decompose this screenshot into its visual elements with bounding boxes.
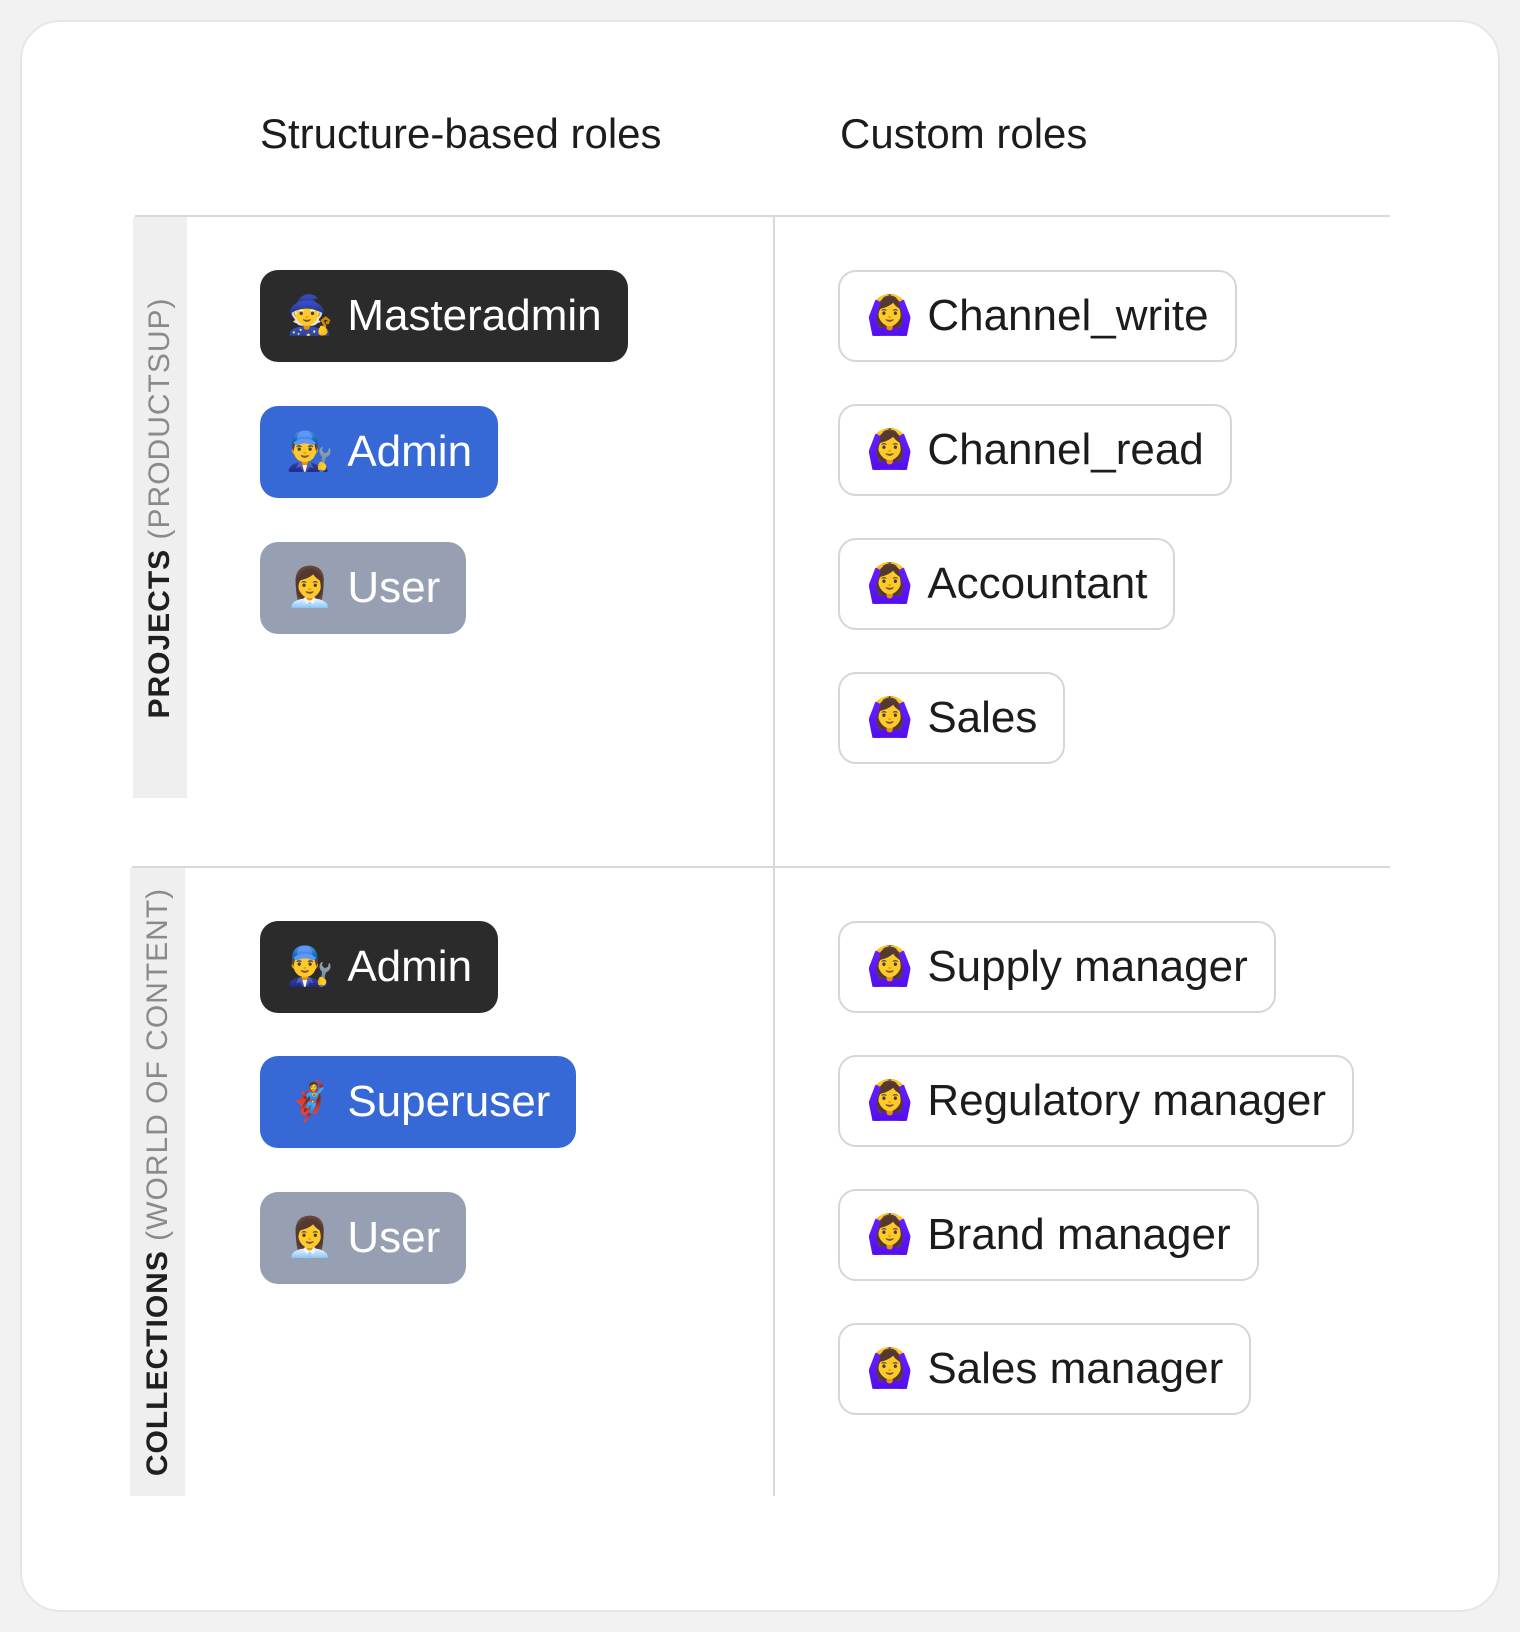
person-gesturing-ok-emoji-icon: 🙆‍♀️ xyxy=(866,946,914,988)
wizard-emoji-icon: 🧙 xyxy=(286,295,334,337)
custom-role-chip-sales[interactable] xyxy=(838,672,1065,764)
projects-label-muted: (PRODUCTSUP) xyxy=(143,296,176,539)
roles-card xyxy=(20,20,1500,1612)
projects-label-strong: PROJECTS xyxy=(143,548,176,719)
role-label: Sales manager xyxy=(927,1344,1224,1393)
office-worker-emoji-icon: 👩‍💼 xyxy=(286,1217,334,1259)
collections-section-label xyxy=(141,888,175,1476)
person-gesturing-ok-emoji-icon: 🙆‍♀️ xyxy=(866,563,914,605)
structure-roles-header: Structure-based roles xyxy=(260,110,662,157)
role-chip-user[interactable] xyxy=(260,1192,466,1284)
projects-section-label-bar xyxy=(133,217,187,798)
role-label: User xyxy=(347,1213,441,1262)
role-label: Sales xyxy=(927,693,1038,742)
superhero-emoji-icon: 🦸 xyxy=(286,1081,334,1123)
collections-section-label-bar xyxy=(130,868,185,1496)
column-divider xyxy=(773,216,775,1496)
role-chip-superuser[interactable] xyxy=(260,1056,576,1148)
custom-role-chip-sales-manager[interactable] xyxy=(838,1323,1251,1415)
custom-role-chip-brand-manager[interactable] xyxy=(838,1189,1259,1281)
role-chip-masteradmin[interactable] xyxy=(260,270,628,362)
role-chip-admin[interactable] xyxy=(260,406,498,498)
person-gesturing-ok-emoji-icon: 🙆‍♀️ xyxy=(866,697,914,739)
custom-roles-header: Custom roles xyxy=(840,110,1088,157)
role-label: Admin xyxy=(347,427,473,476)
mechanic-emoji-icon: 👨‍🔧 xyxy=(286,946,334,988)
collections-label-muted: (WORLD OF CONTENT) xyxy=(140,887,174,1241)
mechanic-emoji-icon: 👨‍🔧 xyxy=(286,431,334,473)
role-chip-admin[interactable] xyxy=(260,921,498,1013)
role-label: Channel_read xyxy=(927,425,1204,474)
custom-role-chip-channel-write[interactable] xyxy=(838,270,1237,362)
person-gesturing-ok-emoji-icon: 🙆‍♀️ xyxy=(866,1080,914,1122)
custom-role-chip-regulatory-manager[interactable] xyxy=(838,1055,1354,1147)
role-label: Regulatory manager xyxy=(927,1076,1326,1125)
role-label: Channel_write xyxy=(927,291,1209,340)
header-divider xyxy=(135,215,1390,217)
role-label: Accountant xyxy=(927,559,1148,608)
role-label: User xyxy=(347,563,441,612)
person-gesturing-ok-emoji-icon: 🙆‍♀️ xyxy=(866,429,914,471)
person-gesturing-ok-emoji-icon: 🙆‍♀️ xyxy=(866,295,914,337)
role-chip-user[interactable] xyxy=(260,542,466,634)
office-worker-emoji-icon: 👩‍💼 xyxy=(286,567,334,609)
role-label: Supply manager xyxy=(927,942,1248,991)
custom-role-chip-channel-read[interactable] xyxy=(838,404,1232,496)
role-label: Superuser xyxy=(347,1077,551,1126)
projects-section-label xyxy=(143,297,177,718)
person-gesturing-ok-emoji-icon: 🙆‍♀️ xyxy=(866,1214,914,1256)
custom-role-chip-supply-manager[interactable] xyxy=(838,921,1276,1013)
role-label: Brand manager xyxy=(927,1210,1231,1259)
custom-role-chip-accountant[interactable] xyxy=(838,538,1175,630)
person-gesturing-ok-emoji-icon: 🙆‍♀️ xyxy=(866,1348,914,1390)
collections-label-strong: COLLECTIONS xyxy=(140,1250,174,1477)
section-divider xyxy=(132,866,1390,868)
role-label: Masteradmin xyxy=(347,291,602,340)
role-label: Admin xyxy=(347,942,473,991)
